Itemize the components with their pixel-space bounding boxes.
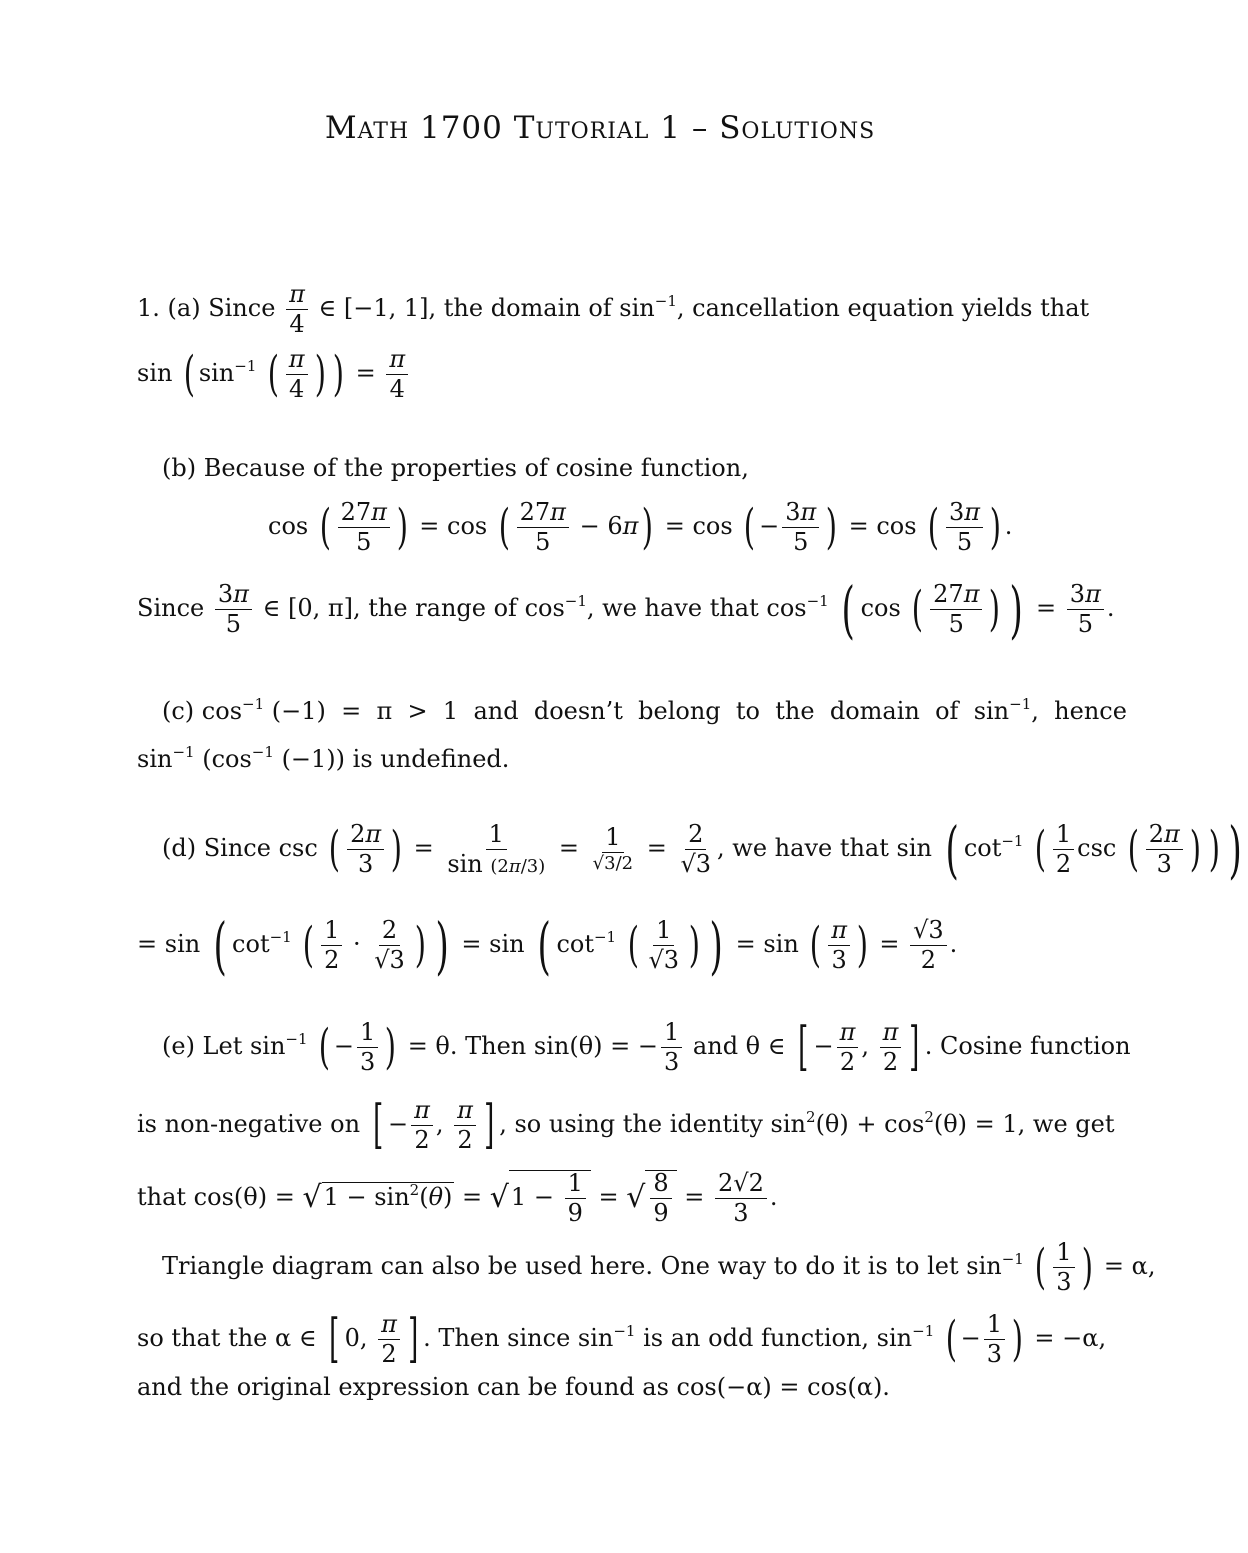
fraction: $\frac{\pi}{2}$	[378, 1312, 400, 1367]
text: sin	[763, 930, 799, 959]
fraction: $\frac{3\pi}{5}$	[782, 500, 819, 555]
text: cos	[876, 512, 917, 541]
text: cos	[268, 512, 309, 541]
fraction: $\frac{27\pi}{5}$	[517, 500, 569, 555]
text: , hence	[1031, 697, 1127, 725]
fraction: $\frac{1}{9}$	[565, 1171, 586, 1226]
text: so that the α ∈	[137, 1324, 317, 1353]
solution-1b-equation: cos ( $\frac{27\pi}{5}$ ) = cos ( $\frac{27\pi}{5}$ − 6π) = cos ( − $\frac{3\pi}{5}$ ) = cos ( $\frac{3\pi}{5}$ ) .	[268, 498, 1013, 557]
fraction: $\frac{1}{√3/2}$	[592, 823, 634, 875]
solution-1b-line3: Since $\frac{3\pi}{5}$ ∈ [0, π], the range of $\cos^{-1}$, we have that $\cos^{-1}$ ( cos ( $\frac{27\pi}{5}$ ) ) = $\frac{3\pi}{5}$ .	[137, 572, 1115, 646]
fraction: $\frac{1}{2}$	[321, 918, 342, 973]
solution-1e-line5: so that the α ∈ [ 0, $\frac{\pi}{2}$ ] . Then since $\sin^{-1}$ is an odd function, $\sin^{-1}$ ( − $\frac{1}{3}$ ) = −α,	[137, 1308, 1107, 1369]
superscript: −1	[806, 592, 829, 611]
text: . Then since sin	[423, 1324, 614, 1353]
fraction: $\frac{27\pi}{5}$	[930, 582, 982, 637]
superscript: −1	[593, 928, 617, 947]
solution-1e-line1: (e) Let $\sin^{-1}$ ( − $\frac{1}{3}$ ) = θ. Then sin(θ) = − $\frac{1}{3}$ and θ ∈ [ − $\frac{\pi}{2}$ , $\frac{\pi}{2}$ ] . Cosine function	[162, 1016, 1131, 1077]
solution-1e-line3: that $\cos(\theta) = √1 - \sin^2(\theta) = √1$ − $\frac{1}{9}$ = √ $\frac{8}{9}$ = $\frac{2√2}{3}$ .	[137, 1169, 778, 1228]
solution-1e-line6: and the original expression can be found as cos(−α) = cos(α).	[137, 1373, 890, 1401]
text: sin	[198, 359, 235, 388]
text: = θ. Then sin(θ) = −	[407, 1032, 658, 1061]
text: is non-negative on	[137, 1110, 361, 1139]
text: cot	[963, 834, 1002, 863]
text: is an odd function, sin	[643, 1324, 913, 1353]
superscript: −1	[564, 592, 587, 611]
fraction: $\frac{2√2}{3}$	[715, 1171, 767, 1226]
text: and θ ∈	[692, 1032, 786, 1061]
text: cos	[692, 512, 733, 541]
fraction: $\frac{\pi}{4}$	[286, 347, 308, 402]
text: (d) Since csc	[162, 834, 318, 863]
text: , cancellation equation yields that	[676, 294, 1090, 323]
solution-1c-line2	[137, 745, 1117, 771]
fraction: $\frac{2\pi}{3}$	[347, 822, 384, 877]
fraction: $\frac{3\pi}{5}$	[215, 582, 252, 637]
text: = α,	[1103, 1252, 1156, 1281]
solution-1c-line1	[162, 695, 1127, 725]
fraction: $\frac{\pi}{4}$	[286, 282, 308, 337]
text: (θ) = 1, we get	[933, 1110, 1115, 1139]
text: sin	[489, 930, 525, 959]
fraction: $\frac{3\pi}{5}$	[946, 500, 983, 555]
superscript: −1	[912, 1322, 935, 1341]
superscript: −1	[242, 695, 265, 713]
fraction: $\frac{1}{3}$	[984, 1312, 1005, 1367]
text: 1. (a) Since	[137, 294, 276, 323]
superscript: 2	[924, 1108, 934, 1127]
fraction: $\frac{1}{3}$	[357, 1020, 378, 1075]
fraction: $\frac{\pi}{2}$	[454, 1098, 476, 1153]
fraction: $\frac{\pi}{2}$	[837, 1020, 859, 1075]
fraction: $\frac{√3}{2}$	[910, 918, 947, 973]
text: . Cosine function	[924, 1032, 1131, 1061]
text: =	[355, 359, 376, 388]
fraction: $\frac{1}{2}$	[1053, 822, 1074, 877]
text: csc	[1077, 834, 1117, 863]
superscript: −1	[654, 292, 677, 311]
text: (c) cos	[162, 697, 243, 725]
superscript: −1	[251, 743, 274, 761]
solution-1b-intro: (b) Because of the properties of cosine function,	[162, 454, 749, 482]
fraction: $\frac{1}{3}$	[661, 1020, 682, 1075]
fraction: $\frac{\pi}{3}$	[828, 918, 850, 973]
fraction: $\frac{1}{3}$	[1053, 1240, 1074, 1295]
solution-1e-line2: is non-negative on [ − $\frac{\pi}{2}$ , $\frac{\pi}{2}$ ] , so using the identity $\sin^2(\theta) + \cos^2(\theta) = 1$, we get	[137, 1094, 1115, 1155]
fraction: $\frac{1}{\sin (2\pi/3)}$	[447, 820, 546, 879]
solution-1a-line1	[137, 282, 1117, 337]
fraction: $\frac{2}{√3}$	[680, 820, 712, 879]
text: that cos(θ) =	[137, 1183, 295, 1212]
superscript: −1	[172, 743, 195, 761]
superscript: −1	[1001, 1250, 1024, 1269]
text: , we have that cos	[586, 594, 807, 623]
fraction: $\frac{27\pi}{5}$	[338, 500, 390, 555]
text: cos	[447, 512, 488, 541]
text: (−1)) is undefined.	[281, 745, 510, 773]
fraction: $\frac{\pi}{4}$	[386, 347, 408, 402]
text: sin	[137, 359, 173, 388]
fraction: $\frac{\pi}{2}$	[880, 1020, 902, 1075]
fraction: $\frac{\pi}{2}$	[411, 1098, 433, 1153]
text: cos	[860, 594, 901, 623]
text: cot	[556, 930, 594, 959]
fraction: $\frac{1}{√3}$	[648, 916, 680, 975]
superscript: −1	[269, 928, 292, 947]
text: (cos	[202, 745, 252, 773]
superscript: −1	[285, 1030, 308, 1049]
text: (−1) = π > 1 and doesn’t belong to the domain of sin	[271, 697, 1010, 725]
fraction: $\frac{3\pi}{5}$	[1067, 582, 1104, 637]
text: Triangle diagram can also be used here. One way to do it is to let sin	[162, 1252, 1002, 1281]
superscript: 2	[806, 1108, 816, 1127]
fraction: $\frac{2\pi}{3}$	[1146, 822, 1183, 877]
fraction: $\frac{8}{9}$	[650, 1171, 671, 1226]
text: (θ) + cos	[815, 1110, 925, 1139]
text: Since	[137, 594, 205, 623]
text: we have that sin	[732, 834, 932, 863]
text: sin	[137, 745, 173, 773]
solution-1a-line2: sin ( $\sin^{-1}$ ( $\frac{\pi}{4}$ ) ) = $\frac{\pi}{4}$	[137, 347, 1117, 402]
solution-1d-line1: (d) Since csc ( $\frac{2\pi}{3}$ ) = $\frac{1}{\sin (2\pi/3)}$ = $\frac{1}{√3/2}$ = $\frac{2}{√3}$ , we have that sin ( $\cot^{-1}$ ( $\frac{1}{2}$ csc ( $\frac{2\pi}{3}$ ) ) )	[162, 812, 1243, 886]
text: ∈ [0, π], the range of cos	[262, 594, 565, 623]
superscript: −1	[234, 357, 257, 376]
superscript: −1	[1001, 832, 1024, 851]
text: cot	[232, 930, 270, 959]
superscript: −1	[1009, 695, 1032, 713]
text: sin	[164, 930, 201, 959]
fraction: $\frac{2}{√3}$	[374, 916, 405, 975]
text: (e) Let sin	[162, 1032, 286, 1061]
page-title: Math 1700 Tutorial 1 – Solutions	[324, 110, 876, 146]
solution-1d-line2: = sin ( $\cot^{-1}$ ( $\frac{1}{2}$ · $\frac{2}{√3}$ ) ) = sin ( $\cot^{-1}$ ( $\frac{1}{√3}$ ) ) = sin ( $\frac{\pi}{3}$ ) = $\frac{√3}{2}$ .	[137, 908, 958, 982]
text: , so using the identity sin	[499, 1110, 807, 1139]
text: = −α,	[1034, 1324, 1107, 1353]
solution-1e-line4: Triangle diagram can also be used here. One way to do it is to let $\sin^{-1}$ ( $\frac{1}{3}$ ) = α,	[162, 1238, 1156, 1297]
superscript: −1	[613, 1322, 636, 1341]
text: ∈ [−1, 1], the domain of sin	[318, 294, 655, 323]
